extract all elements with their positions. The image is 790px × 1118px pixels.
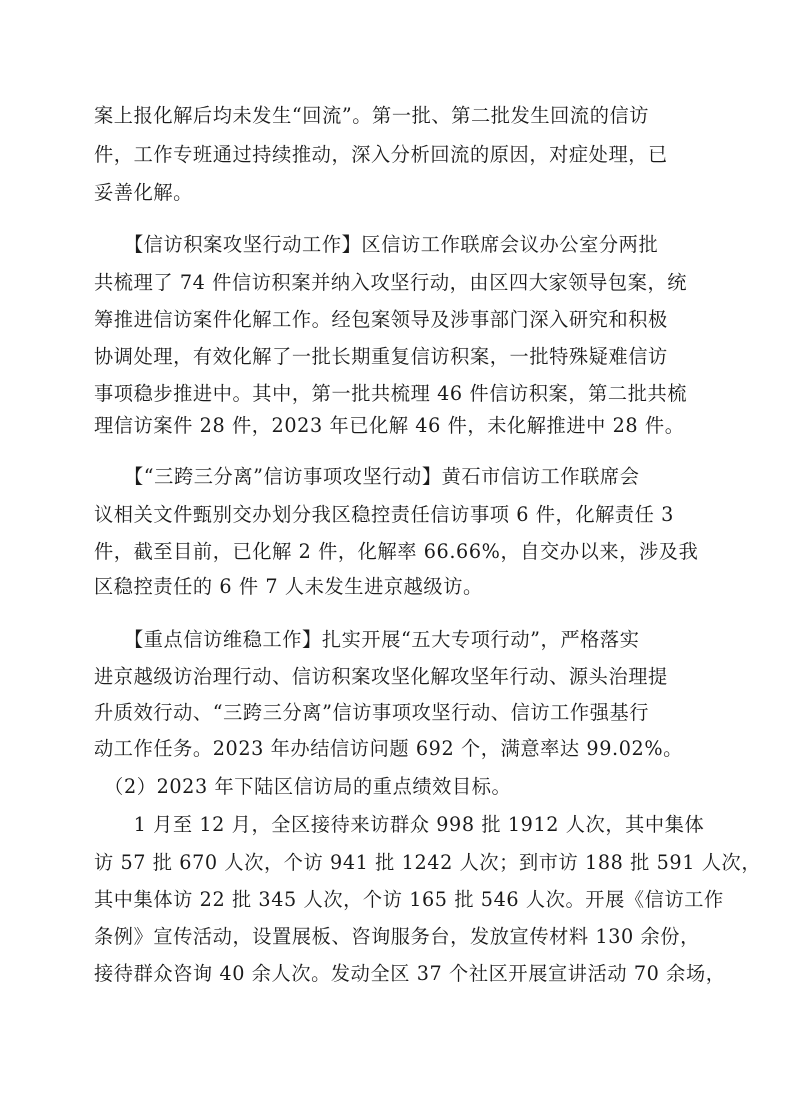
text-line: 协调处理，有效化解了一批长期重复信访积案，一批特殊疑难信访 — [94, 345, 668, 368]
text-line: 条例》宣传活动，设置展板、咨询服务台，发放宣传材料 130 余份， — [94, 925, 700, 948]
text-line: 其中集体访 22 批 345 人次，个访 165 批 546 人次。开展《信访工作 — [94, 888, 724, 911]
text-line: 接待群众咨询 40 余人次。发动全区 37 个社区开展宣讲活动 70 余场， — [94, 962, 726, 985]
text-line: 访 57 批 670 人次，个访 941 批 1242 人次；到市访 188 批 591 人次， — [94, 851, 762, 874]
text-line: 共梳理了 74 件信访积案并纳入攻坚行动，由区四大家领导包案，统 — [94, 271, 688, 294]
text-line: 议相关文件甄别交办划分我区稳控责任信访事项 6 件，化解责任 3 — [94, 503, 674, 526]
text-line: 妥善化解。 — [94, 181, 193, 204]
text-line: 区稳控责任的 6 件 7 人未发生进京越级访。 — [94, 575, 483, 598]
text-line: 升质效行动、“三跨三分离”信访事项攻坚行动、信访工作强基行 — [94, 701, 650, 724]
text-line: 1 月至 12 月，全区接待来访群众 998 批 1912 人次，其中集体 — [94, 813, 705, 836]
text-line: 动工作任务。2023 年办结信访问题 692 个，满意率达 99.02%。 — [94, 737, 683, 760]
text-line: 【“三跨三分离”信访事项攻坚行动】黄石市信访工作联席会 — [94, 465, 640, 488]
text-line: 案上报化解后均未发生“回流”。第一批、第二批发生回流的信访 — [94, 104, 650, 127]
text-line: 筹推进信访案件化解工作。经包案领导及涉事部门深入研究和积极 — [94, 308, 668, 331]
text-line: 进京越级访治理行动、信访积案攻坚化解攻坚年行动、源头治理提 — [94, 665, 668, 688]
text-line: （2）2023 年下陆区信访局的重点绩效目标。 — [94, 775, 512, 798]
text-line: 件，工作专班通过持续推动，深入分析回流的原因，对症处理，已 — [94, 143, 668, 166]
text-line: 理信访案件 28 件，2023 年已化解 46 件，未化解推进中 28 件。 — [94, 414, 685, 437]
text-line: 事项稳步推进中。其中，第一批共梳理 46 件信访积案，第二批共梳 — [94, 382, 688, 405]
text-line: 【重点信访维稳工作】扎实开展“五大专项行动”，严格落实 — [94, 628, 640, 651]
text-line: 件，截至目前，已化解 2 件，化解率 66.66%，自交办以来，涉及我 — [94, 540, 699, 563]
text-line: 【信访积案攻坚行动工作】区信访工作联席会议办公室分两批 — [94, 233, 659, 256]
